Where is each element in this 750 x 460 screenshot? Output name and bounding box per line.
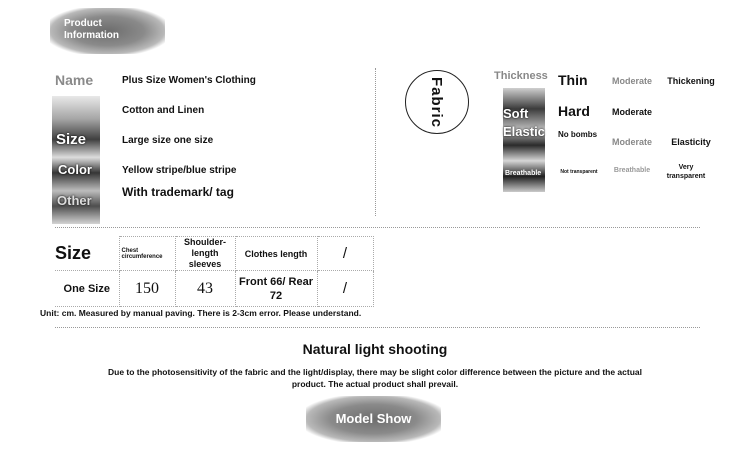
overlay-soft: Soft xyxy=(503,106,529,121)
thickness-label: Thickness xyxy=(494,70,548,82)
attr-moderate-3: Moderate xyxy=(611,137,652,147)
unit-note: Unit: cm. Measured by manual paving. There is 2-3cm error. Please understand. xyxy=(40,308,362,318)
header-slash: / xyxy=(317,237,373,271)
attr-hard: Hard xyxy=(558,103,590,119)
row-label-one-size: One Size xyxy=(55,271,119,307)
info-label-other: Other xyxy=(57,193,92,208)
value-shoulder-sleeves: 43 xyxy=(175,271,235,307)
attr-no-bombs: No bombs xyxy=(558,130,598,139)
size-title: Size xyxy=(55,237,119,271)
header-chest: Chest circumference xyxy=(119,237,175,271)
fabric-title: Fabric xyxy=(428,76,446,128)
info-label-size: Size xyxy=(56,131,87,148)
attr-moderate-2: Moderate xyxy=(611,107,652,117)
info-value-color: Yellow stripe/blue stripe xyxy=(122,165,237,176)
size-table xyxy=(55,236,374,307)
product-information-badge xyxy=(50,8,165,54)
attr-not-transparent: Not transparent xyxy=(560,169,598,175)
info-label-color: Color xyxy=(58,162,92,177)
section-divider-2 xyxy=(55,327,700,328)
info-value-size: Large size one size xyxy=(122,135,214,146)
overlay-elastic: Elastic xyxy=(503,124,545,139)
info-value-material: Cotton and Linen xyxy=(122,105,205,116)
value-chest: 150 xyxy=(119,271,175,307)
info-value-name: Plus Size Women's Clothing xyxy=(122,75,256,86)
section-divider-1 xyxy=(55,227,700,228)
attr-thin: Thin xyxy=(558,72,588,88)
size-table-header-row xyxy=(55,237,373,271)
overlay-breathable: Breathable xyxy=(505,170,542,177)
header-shoulder-sleeves: Shoulder-length sleeves xyxy=(175,237,235,271)
size-table-row xyxy=(55,271,373,307)
natural-light-title: Natural light shooting xyxy=(302,341,448,357)
header-clothes-length: Clothes length xyxy=(235,237,317,271)
value-clothes-length: Front 66/ Rear 72 xyxy=(235,271,317,307)
value-slash: / xyxy=(317,271,373,307)
attr-moderate-1: Moderate xyxy=(611,76,652,86)
model-show-badge: Model Show xyxy=(306,396,441,442)
info-value-other: With trademark/ tag xyxy=(122,185,234,199)
attr-breathable: Breathable xyxy=(613,167,651,174)
attr-elasticity: Elasticity xyxy=(671,137,711,147)
vertical-divider xyxy=(375,68,376,216)
natural-light-body: Due to the photosensitivity of the fabric and the light/display, there may be slight color difference between the picture and the actual product. The actual product shall prevail. xyxy=(107,367,642,389)
badge-line-2: Information xyxy=(64,30,119,41)
info-label-name: Name xyxy=(55,72,94,88)
badge-line-1: Product xyxy=(64,18,102,29)
attr-very-transparent: Very transparent xyxy=(666,164,706,180)
attr-thickening: Thickening xyxy=(667,76,715,86)
